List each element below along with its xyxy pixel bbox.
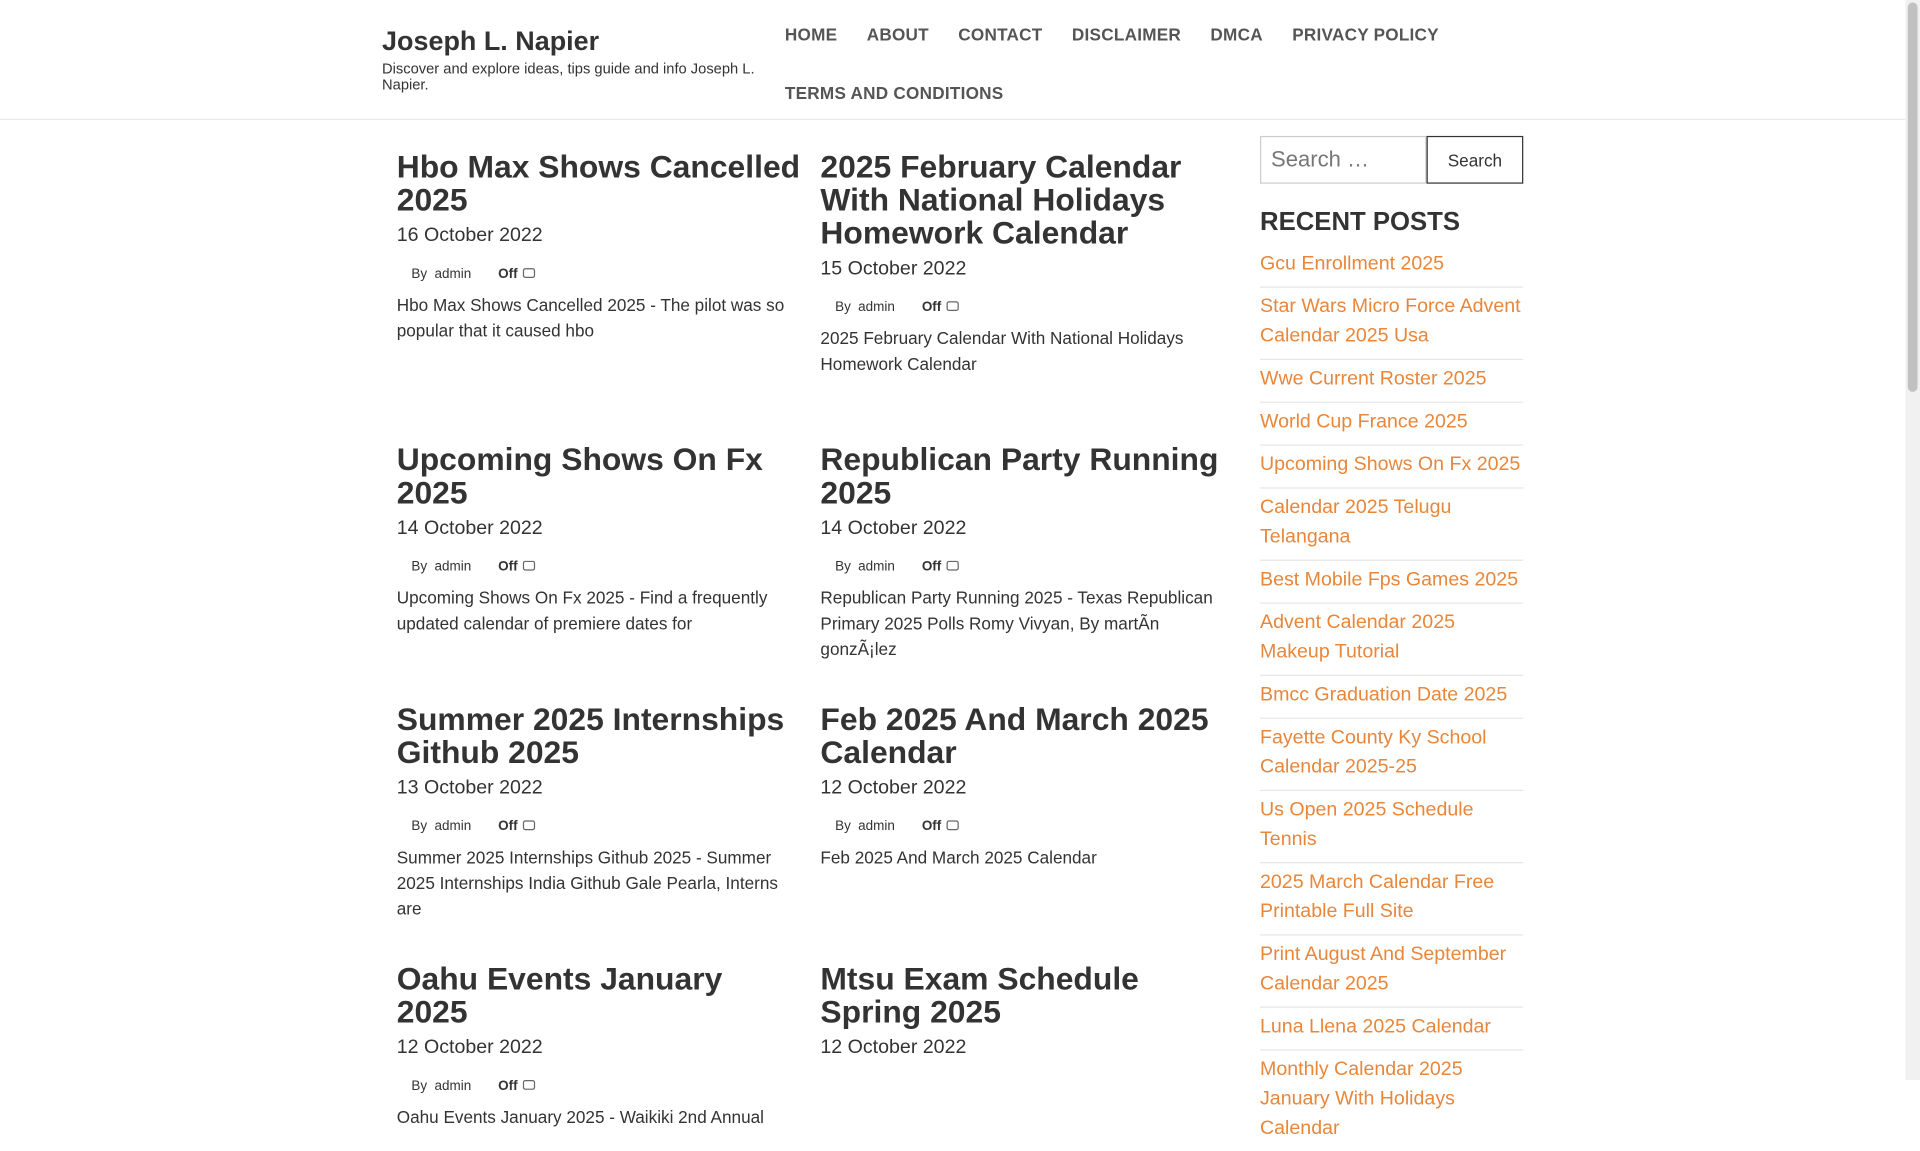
list-item (1260, 863, 1523, 935)
recent-post-link[interactable]: Us Open 2025 Schedule Tennis (1260, 799, 1474, 850)
post-author[interactable]: admin (858, 300, 895, 315)
list-item (1260, 288, 1523, 360)
post-meta (820, 299, 1224, 316)
post-title[interactable]: 2025 February Calendar With National Holidays Homework Calendar (820, 148, 1182, 252)
list-item (1260, 1008, 1523, 1051)
post-card (820, 440, 1224, 662)
post-by-label: By (835, 819, 851, 834)
list-item (1260, 604, 1523, 676)
post-title[interactable]: Hbo Max Shows Cancelled 2025 (396, 148, 801, 218)
search-input[interactable] (1260, 136, 1427, 184)
nav-terms-and-conditions[interactable]: TERMS AND CONDITIONS (784, 83, 1004, 103)
sidebar (1260, 136, 1523, 1151)
post-card (820, 700, 1224, 871)
recent-post-link[interactable]: World Cup France 2025 (1260, 411, 1468, 433)
recent-post-link[interactable]: Advent Calendar 2025 Makeup Tutorial (1260, 612, 1455, 663)
recent-post-link[interactable]: Wwe Current Roster 2025 (1260, 368, 1487, 390)
site-branding (382, 27, 762, 93)
recent-post-link[interactable]: Upcoming Shows On Fx 2025 (1260, 454, 1521, 476)
recent-post-link[interactable]: 2025 March Calendar Free Printable Full Site (1260, 871, 1495, 923)
post-author[interactable]: admin (434, 559, 472, 575)
post-by-label: By (411, 266, 428, 282)
recent-posts-list (1260, 245, 1523, 1151)
post-meta (397, 1078, 801, 1095)
post-by-label: By (411, 559, 428, 575)
post-by-label: By (835, 300, 851, 315)
recent-post-link[interactable]: Luna Llena 2025 Calendar (1260, 1016, 1491, 1038)
comment-icon (946, 301, 958, 311)
post-card (396, 148, 801, 344)
post-by-label: By (835, 559, 851, 575)
post-excerpt: Republican Party Running 2025 - Texas Republican Primary 2025 Polls Romy Vivyan, By martÃn gonzÃ¡lez (820, 587, 1213, 659)
post-date[interactable]: 16 October 2022 (396, 225, 543, 247)
post-author[interactable]: admin (858, 559, 895, 575)
list-item (1260, 489, 1523, 561)
recent-post-link[interactable]: Print August And September Calendar 2025 (1260, 944, 1507, 995)
nav-disclaimer[interactable]: DISCLAIMER (1071, 24, 1182, 45)
comment-icon (522, 268, 534, 278)
nav-home[interactable]: HOME (784, 24, 838, 45)
post-date[interactable]: 12 October 2022 (820, 777, 967, 799)
nav-dmca[interactable]: DMCA (1210, 24, 1263, 45)
post-title[interactable]: Republican Party Running 2025 (820, 440, 1219, 511)
post-date[interactable]: 12 October 2022 (820, 1037, 967, 1058)
post-title[interactable]: Oahu Events January 2025 (396, 960, 723, 1030)
post-date[interactable]: 13 October 2022 (396, 777, 543, 799)
post-date[interactable]: 15 October 2022 (820, 258, 967, 280)
search-button[interactable]: Search (1427, 136, 1524, 184)
post-comments-status: Off (498, 819, 518, 834)
post-excerpt: Oahu Events January 2025 - Waikiki 2nd Annual (396, 1106, 764, 1127)
post-by-label: By (411, 819, 428, 834)
post-meta (820, 558, 1224, 575)
post-comments-status: Off (498, 1078, 518, 1094)
list-item (1260, 791, 1523, 863)
list-item (1260, 245, 1523, 288)
post-excerpt: Hbo Max Shows Cancelled 2025 - The pilot was so popular that it caused hbo (396, 295, 785, 341)
post-meta (397, 266, 801, 283)
post-excerpt: Summer 2025 Internships Github 2025 - Summer 2025 Internships India Github Gale Pearla, Interns are (396, 847, 778, 919)
post-comments-status: Off (921, 559, 942, 575)
recent-post-link[interactable]: Calendar 2025 Telugu Telangana (1260, 497, 1452, 548)
post-card (396, 700, 801, 922)
list-item (1260, 446, 1523, 489)
list-item (1260, 561, 1523, 604)
post-card (820, 962, 1224, 1060)
post-meta (820, 818, 1224, 835)
post-meta (397, 558, 801, 575)
list-item (1260, 403, 1523, 446)
scrollbar-thumb[interactable] (1908, 2, 1918, 391)
post-author[interactable]: admin (434, 1078, 472, 1094)
nav-privacy-policy[interactable]: PRIVACY POLICY (1292, 24, 1439, 45)
post-date[interactable]: 14 October 2022 (396, 517, 543, 539)
list-item (1260, 360, 1523, 403)
comment-icon (946, 561, 958, 571)
site-header (0, 0, 1905, 120)
recent-post-link[interactable]: Best Mobile Fps Games 2025 (1260, 569, 1519, 591)
post-date[interactable]: 14 October 2022 (820, 517, 967, 539)
comment-icon (522, 561, 534, 571)
recent-post-link[interactable]: Fayette County Ky School Calendar 2025-25 (1260, 727, 1487, 778)
post-author[interactable]: admin (858, 819, 895, 834)
post-title[interactable]: Mtsu Exam Schedule Spring 2025 (820, 960, 1139, 1030)
comment-icon (522, 820, 534, 830)
post-excerpt: 2025 February Calendar With National Holidays Homework Calendar (820, 328, 1184, 374)
recent-posts-heading: RECENT POSTS (1260, 208, 1461, 237)
post-date[interactable]: 12 October 2022 (396, 1037, 543, 1058)
recent-post-link[interactable]: Monthly Calendar 2025 January With Holidays Calendar (1260, 1059, 1463, 1139)
search-form (1260, 136, 1523, 184)
post-comments-status: Off (498, 266, 518, 282)
post-card (396, 440, 801, 636)
post-author[interactable]: admin (434, 266, 472, 282)
comment-icon (946, 820, 958, 830)
post-card (397, 962, 801, 1130)
nav-about[interactable]: ABOUT (866, 24, 929, 45)
list-item (1260, 719, 1523, 791)
post-excerpt: Feb 2025 And March 2025 Calendar (820, 847, 1097, 867)
site-description: Discover and explore ideas, tips guide and info Joseph L. Napier. (382, 60, 755, 94)
post-comments-status: Off (498, 559, 518, 575)
post-comments-status: Off (921, 819, 942, 834)
post-by-label: By (411, 1078, 428, 1094)
post-title[interactable]: Feb 2025 And March 2025 Calendar (820, 700, 1209, 771)
site-title[interactable]: Joseph L. Napier (382, 25, 600, 57)
comment-icon (522, 1080, 534, 1090)
main-navigation (770, 10, 1456, 118)
list-item (1260, 1051, 1523, 1151)
post-title[interactable]: Summer 2025 Internships Github 2025 (396, 700, 785, 771)
post-excerpt: Upcoming Shows On Fx 2025 - Find a frequently updated calendar of premiere dates for (396, 587, 768, 634)
nav-contact[interactable]: CONTACT (958, 24, 1043, 45)
post-card (820, 148, 1224, 378)
post-meta (397, 818, 801, 835)
recent-post-link[interactable]: Gcu Enrollment 2025 (1260, 253, 1445, 275)
list-item (1260, 676, 1523, 719)
post-author[interactable]: admin (434, 819, 472, 834)
recent-post-link[interactable]: Bmcc Graduation Date 2025 (1260, 684, 1508, 706)
page-scrollbar[interactable] (1905, 0, 1920, 1080)
list-item (1260, 936, 1523, 1008)
post-comments-status: Off (921, 300, 942, 315)
recent-post-link[interactable]: Star Wars Micro Force Advent Calendar 2025 Usa (1260, 296, 1521, 347)
post-title[interactable]: Upcoming Shows On Fx 2025 (396, 440, 763, 511)
